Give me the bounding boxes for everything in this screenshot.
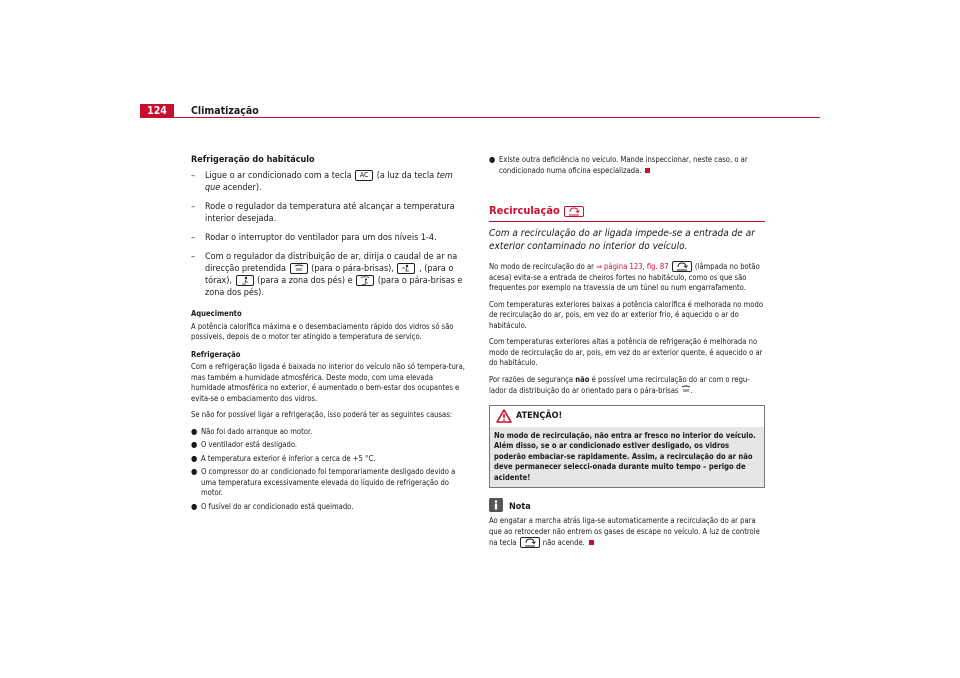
left-column — [191, 155, 467, 515]
chapter-title: Climatização — [191, 105, 259, 117]
list-item: ● O compressor do ar condicionado foi temporariamente desligado devido a uma temperatura excessivamente elevada do líquido de refrigeração do motor. — [191, 467, 456, 497]
page-number: 124 — [140, 104, 174, 118]
note-title: Nota — [509, 502, 531, 512]
windscreen-vent-icon — [290, 263, 308, 274]
heating-heading: Aquecimento — [191, 309, 242, 318]
bullet-icon: ● — [191, 426, 198, 436]
warning-text: No modo de recirculação, não entra ar fresco no interior do veículo. Além disso, se o ar condicionado estiver desligado, os vidros poderão embaciar-se rapidamente. Assim, a recirculação do ar não deve permanecer selecci-onada durante muito tempo – perigo de acidente! — [490, 427, 764, 488]
windscreen-icon — [681, 385, 691, 394]
cooling-heading: Refrigeração do habitáculo — [191, 155, 315, 165]
page-reference-link[interactable]: ⇒ página 123, fig. 87 — [596, 262, 669, 271]
recirculation-icon — [564, 206, 584, 217]
heating-text: A potência calorífica máxima e o desembaciamento rápido dos vidros só são possíveis, depois de o motor ter atingido a temperatura de serviço. — [191, 321, 454, 341]
bullet-icon: ● — [191, 467, 198, 476]
section-lead: Com a recirculação do ar ligada impede-se a entrada de ar exterior contaminado no interior do veículo. — [489, 228, 755, 252]
bullet-icon: ● — [191, 501, 198, 511]
step-4: – Com o regulador da distribuição de ar, dirija o caudal de ar na direcção pretendida (para o pára-brisas), , (para o tórax), (para a zona dos pés) e (para o pára-brisas e zona dos pés). — [191, 252, 463, 298]
step-1: – Ligue o ar condicionado com a tecla AC (a luz da tecla tem que acender). — [191, 171, 453, 193]
paragraph-2: Com temperaturas exteriores baixas a potência calorífica é melhorada no modo de recirculação do ar, pois, em vez do ar exterior frio, é aquecido o ar do habitáculo. — [489, 299, 764, 330]
list-item: ● A temperatura exterior é inferior a cerca de +5 °C. — [191, 453, 376, 463]
paragraph-3: Com temperaturas exteriores altas a potência de refrigeração é melhorada no modo de recirculação do ar, pois, em vez do ar exterior quente, é aquecido o ar do habitáculo. — [489, 337, 763, 367]
header-rule — [140, 117, 820, 118]
note-text: Ao engatar a marcha atrás liga-se automaticamente a recirculação do ar para que ao retroceder não entrem os gases de escape no veículo. A luz de controle na tecla não acende. — [489, 516, 760, 547]
refrigeration-heading: Refrigeração — [191, 349, 241, 359]
warning-box — [489, 405, 765, 489]
causes-intro: Se não for possível ligar a refrigeração, isso poderá ter as seguintes causas: — [191, 410, 453, 419]
step-2: – Rode o regulador da temperatura até alcançar a temperatura interior desejada. — [191, 202, 455, 224]
refrigeration-text: Com a refrigeração ligada é baixada no interior do veículo não só tempera-tura, mas também a humidade atmosférica. Deste modo, com uma elevada humidade atmosférica no exterior, é aumentado o bem-estar dos ocupantes e evita-se o embaciamento dos vidros. — [191, 362, 465, 403]
ac-key-icon: AC — [355, 170, 373, 181]
footwell-vent-icon — [236, 275, 254, 286]
warning-title: ATENÇÃO! — [516, 410, 563, 421]
chest-vent-icon — [397, 263, 415, 274]
list-item: ● Não foi dado arranque ao motor. — [191, 426, 313, 436]
note-header — [489, 498, 765, 514]
bullet-icon: ● — [489, 155, 496, 164]
info-icon — [489, 498, 503, 512]
section-rule — [489, 221, 765, 222]
end-marker-icon — [645, 168, 650, 173]
recirculation-key-icon — [520, 537, 540, 548]
paragraph-4: Por razões de segurança não é possível uma recirculação do ar com o regu-lador da distribuição do ar orientado para o pára-brisas . — [489, 374, 750, 395]
end-marker-icon — [589, 540, 594, 545]
right-column — [489, 155, 765, 555]
list-item: ● Existe outra deficiência no veículo. Mande inspeccionar, neste caso, o ar condicionado numa oficina especializada. — [489, 155, 748, 175]
list-item: ● O ventilador está desligado. — [191, 440, 298, 449]
windscreen-footwell-vent-icon — [356, 275, 374, 286]
recirculation-key-icon — [672, 261, 692, 272]
warning-triangle-icon — [496, 409, 512, 423]
list-item: ● O fusível do ar condicionado está queimado. — [191, 501, 354, 511]
section-title: Recirculação — [489, 204, 765, 218]
paragraph-1: No modo de recirculação do ar ⇒ página 123, fig. 87 (lâmpada no botão acesa) evita-se a entrada de cheiros fortes no habitáculo, como os que são frequentes por exemplo na travessia de um túnel ou num engarrafamento. — [489, 262, 760, 292]
bullet-icon: ● — [191, 453, 198, 463]
bullet-icon: ● — [191, 440, 198, 449]
step-3: – Rodar o interruptor do ventilador para um dos níveis 1-4. — [191, 233, 437, 243]
